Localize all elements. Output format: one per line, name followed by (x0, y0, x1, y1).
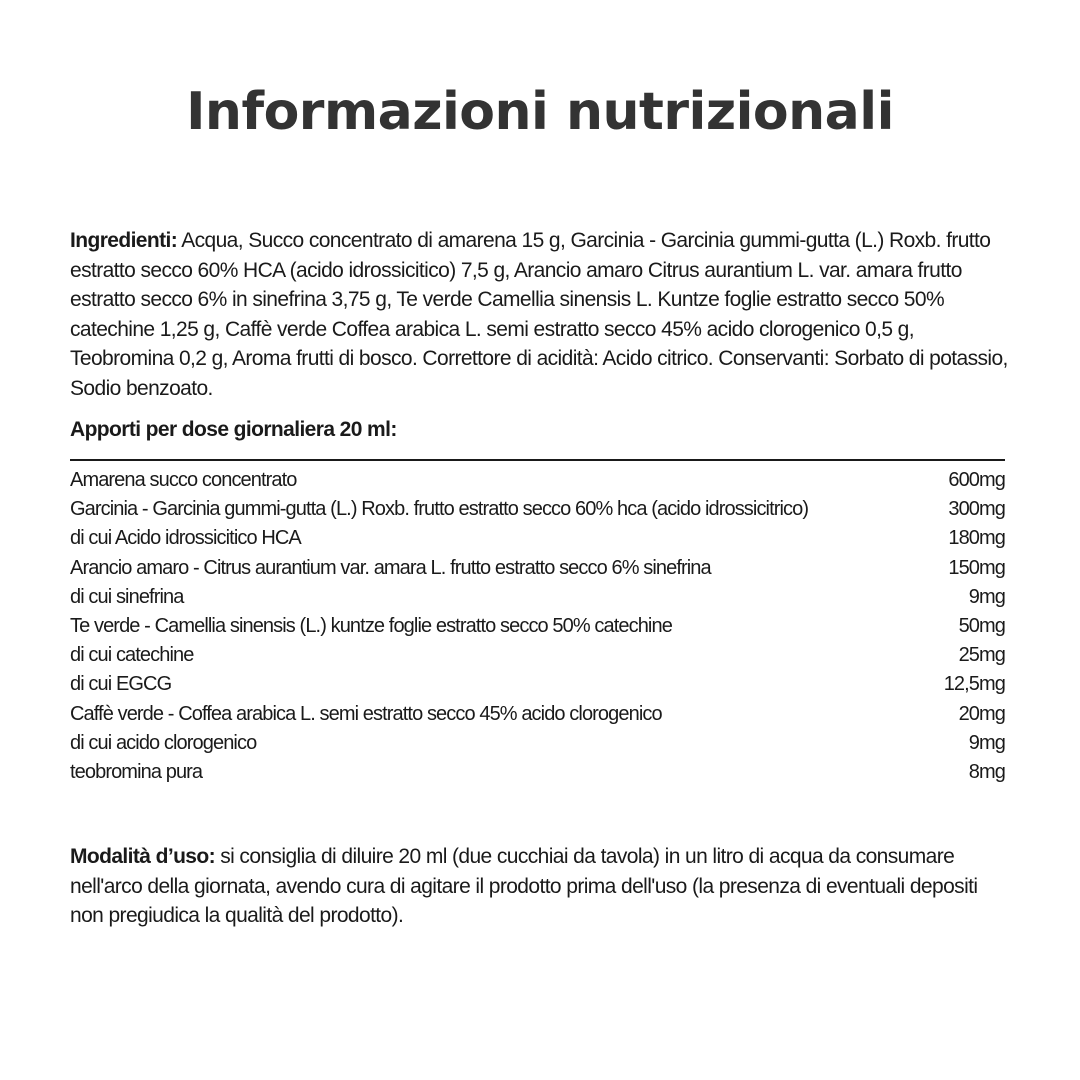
ingredient-amount: 50mg (958, 615, 1005, 638)
ingredient-amount: 180mg (948, 527, 1005, 550)
ingredient-amount: 20mg (958, 702, 1005, 725)
table-row (70, 495, 1005, 524)
ingredient-name: Caffè verde - Coffea arabica L. semi estratto secco 45% acido clorogenico (70, 702, 662, 725)
ingredient-name: di cui acido clorogenico (70, 731, 257, 754)
table-row (70, 554, 1005, 583)
table-row (70, 700, 1005, 729)
table-row (70, 641, 1005, 670)
ingredient-name: di cui EGCG (70, 673, 172, 696)
ingredient-name: di cui catechine (70, 644, 194, 667)
table-row (70, 670, 1005, 699)
ingredient-name: di cui sinefrina (70, 585, 184, 608)
ingredient-amount: 9mg (968, 585, 1005, 608)
table-row (70, 583, 1005, 612)
ingredients-label: Ingredienti: (70, 229, 178, 252)
page-title: Informazioni nutrizionali (186, 82, 894, 142)
daily-intake-table (70, 466, 1005, 787)
ingredient-name: Te verde - Camellia sinensis (L.) kuntze foglie estratto secco 50% catechine (70, 615, 672, 638)
ingredient-name: di cui Acido idrossicitico HCA (70, 527, 301, 550)
ingredient-name: Arancio amaro - Citrus aurantium var. amara L. frutto estratto secco 6% sinefrina (70, 556, 711, 579)
usage-text: si consiglia di diluire 20 ml (due cucchiai da tavola) in un litro di acqua da consumare nell'arco della giornata, avendo cura di agitare il prodotto prima dell'uso (la presenza di eventuali depositi non pregiudica la qualità del prodotto). (70, 845, 978, 927)
ingredient-amount: 300mg (948, 498, 1005, 521)
ingredient-amount: 12,5mg (943, 673, 1005, 696)
table-row (70, 524, 1005, 553)
ingredient-amount: 150mg (948, 556, 1005, 579)
ingredient-amount: 8mg (968, 761, 1005, 784)
table-row (70, 758, 1005, 787)
table-row (70, 612, 1005, 641)
ingredients-text: Acqua, Succo concentrato di amarena 15 g, Garcinia - Garcinia gummi-gutta (L.) Roxb. frutto estratto secco 60% HCA (acido idrossicitico) 7,5 g, Arancio amaro Citrus aurantium L. var. amara frutto estratto secco 6% in sinefrina 3,75 g, Te verde Camellia sinensis L. Kuntze foglie estratto secco 50% catechine 1,25 g, Caffè verde Coffea arabica L. semi estratto secco 45% acido clorogenico 0,5 g, Teobromina 0,2 g, Aroma frutti di bosco. Correttore di acidità: Acido citrico. Conservanti: Sorbato di potassio, Sodio benzoato. (70, 229, 1008, 400)
ingredient-amount: 600mg (948, 469, 1005, 491)
ingredient-amount: 9mg (968, 731, 1005, 754)
usage-paragraph (70, 842, 1010, 931)
ingredient-name: Garcinia - Garcinia gummi-gutta (L.) Roxb. frutto estratto secco 60% hca (acido idrossicitrico) (70, 498, 809, 521)
table-row (70, 729, 1005, 758)
usage-label: Modalità d’uso: (70, 845, 215, 868)
ingredient-amount: 25mg (958, 644, 1005, 667)
daily-intake-heading: Apporti per dose giornaliera 20 ml: (70, 418, 397, 441)
table-divider (70, 459, 1005, 461)
table-row (70, 466, 1005, 495)
ingredient-name: teobromina pura (70, 761, 203, 784)
ingredient-name: Amarena succo concentrato (70, 469, 297, 491)
ingredients-paragraph (70, 226, 1010, 403)
